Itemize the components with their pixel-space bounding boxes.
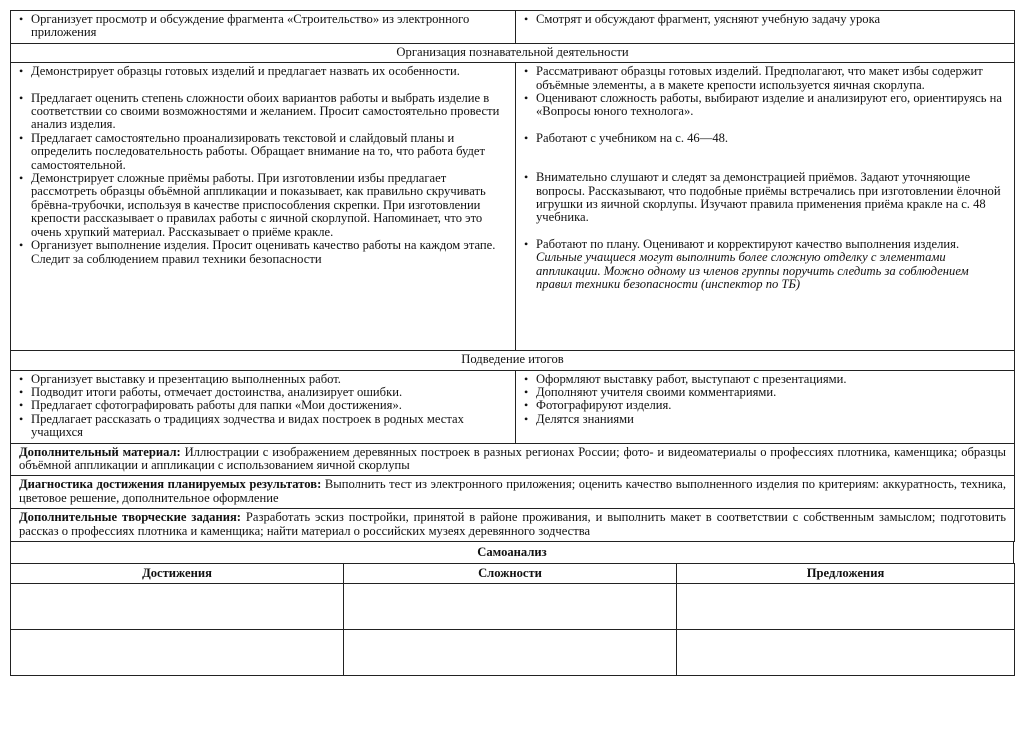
list-item xyxy=(524,238,1006,292)
diagnostics-label: Диагностика достижения планируемых результатов: xyxy=(19,477,322,492)
row-extra-material xyxy=(11,443,1015,476)
column-header: Предложения xyxy=(677,564,1015,584)
selfanalysis-table xyxy=(10,563,1015,676)
selfanalysis-header-row xyxy=(11,564,1015,584)
list-item: • Демонстрирует сложные приёмы работы. При изготовлении избы предлагает рассмотреть образцы объёмной аппликации и показывает, как правильно скручивать брёвна-трубочки, используя в качестве приспособления скрепки. При изготовлении крепости рассказывает о правилах работы с яичной скорлупой. Напоминает, что это очень хрупкий материал. Рассказывает о приёме кракле. xyxy=(19,172,507,239)
list-item: • Дополняют учителя своими комментариями. xyxy=(524,386,1006,399)
italic-text: Сильные учащиеся могут выполнить более сложную отделку с элементами аппликации. Можно одному из членов группы поручить следить за соблюдением правил техники безопасности (инспектор по ТБ) xyxy=(536,250,969,292)
list-item: • Делятся знаниями xyxy=(524,413,1006,426)
row-cognitive xyxy=(11,63,1015,351)
list-item: • Оценивают сложность работы, выбирают изделие и анализируют его, ориентируясь на «Вопросы юного технолога». xyxy=(524,92,1006,119)
teacher-cell xyxy=(11,63,516,351)
empty-cell[interactable] xyxy=(344,584,677,630)
list-item: • Организует выполнение изделия. Просит оценивать качество работы на каждом этапе. Следит за соблюдением правил техники безопасности xyxy=(19,239,507,266)
empty-cell[interactable] xyxy=(11,630,344,676)
extra-material-label: Дополнительный материал: xyxy=(19,444,181,459)
list-item: • Демонстрирует образцы готовых изделий и предлагает назвать их особенности. xyxy=(19,65,507,78)
student-cell xyxy=(516,370,1015,443)
creative-tasks-label: Дополнительные творческие задания: xyxy=(19,510,241,525)
student-cell xyxy=(516,63,1015,351)
section-header-row xyxy=(11,43,1015,62)
row-creative-tasks xyxy=(11,509,1015,542)
list-item: • Предлагает самостоятельно проанализировать текстовой и слайдовый планы и определить последовательность работы. Обращает внимание на то, что работа будет самостоятельной. xyxy=(19,132,507,172)
extra-material-cell xyxy=(11,443,1015,476)
list-item: • Организует просмотр и обсуждение фрагмента «Строительство» из электронного приложения xyxy=(19,13,507,40)
list-item: • Работают с учебником на с. 46—48. xyxy=(524,132,1006,145)
plain-text: Работают по плану. Оценивают и корректируют качество выполнения изделия. xyxy=(536,236,960,251)
list-item: • Смотрят и обсуждают фрагмент, уясняют учебную задачу урока xyxy=(524,13,1006,26)
teacher-cell xyxy=(11,370,516,443)
row-summary xyxy=(11,370,1015,443)
section-title-cognitive: Организация познавательной деятельности xyxy=(11,43,1015,62)
diagnostics-cell xyxy=(11,476,1015,509)
student-cell xyxy=(516,11,1015,44)
extra-material-text: Иллюстрации с изображением деревянных построек в разных регионах России; фото- и видеоматериалы о профессиях плотника, каменщика; образцы объёмной аппликации и аппликации с использованием яичной скорлупы xyxy=(19,444,1006,473)
list-item: • Предлагает оценить степень сложности обоих вариантов работы и выбрать изделие в соответствии со своими возможностями и желанием. Просит самостоятельно провести анализ изделия. xyxy=(19,92,507,132)
section-header-row xyxy=(11,351,1015,370)
list-item: • Фотографируют изделия. xyxy=(524,399,1006,412)
empty-cell[interactable] xyxy=(344,630,677,676)
empty-cell[interactable] xyxy=(677,584,1015,630)
creative-tasks-text: Разработать эскиз постройки, принятой в районе проживания, и выполнить макет в соответствии с собственным замыслом; подготовить рассказ о профессиях плотника и каменщика; найти материал о российских музеях деревянного зодчества xyxy=(19,510,1007,538)
lesson-plan-page xyxy=(10,10,1014,730)
list-item: • Рассматривают образцы готовых изделий. Предполагают, что макет избы содержит объёмные элементы, а в макете крепости используется яичная скорлупа. xyxy=(524,65,1006,92)
list-item: • Предлагает сфотографировать работы для папки «Мои достижения». xyxy=(19,399,507,412)
column-header: Достижения xyxy=(11,564,344,584)
teacher-cell xyxy=(11,11,516,44)
list-item: • Подводит итоги работы, отмечает достоинства, анализирует ошибки. xyxy=(19,386,507,399)
list-item: • Внимательно слушают и следят за демонстрацией приёмов. Задают уточняющие вопросы. Рассказывают, что подобные приёмы встречались при изготовлении ёлочной игрушки из яичной скорлупы. Изучают правила применения приёма кракле на с. 48 учебника. xyxy=(524,171,1006,225)
diagnostics-text: Выполнить тест из электронного приложения; оценить качество выполненного изделия по критериям: аккуратность, техника, цветовое решение, дополнительное оформление xyxy=(19,477,1007,505)
selfanalysis-title: Самоанализ xyxy=(10,542,1014,563)
row-intro xyxy=(11,11,1015,44)
row-diagnostics xyxy=(11,476,1015,509)
list-item: • Предлагает рассказать о традициях зодчества и видах построек в родных местах учащихся xyxy=(19,413,507,440)
list-item: • Оформляют выставку работ, выступают с презентациями. xyxy=(524,373,1006,386)
creative-tasks-cell xyxy=(11,509,1015,542)
selfanalysis-empty-row xyxy=(11,630,1015,676)
selfanalysis-empty-row xyxy=(11,584,1015,630)
empty-cell[interactable] xyxy=(11,584,344,630)
empty-cell[interactable] xyxy=(677,630,1015,676)
section-title-summary: Подведение итогов xyxy=(11,351,1015,370)
list-item: • Организует выставку и презентацию выполненных работ. xyxy=(19,373,507,386)
lesson-table xyxy=(10,10,1015,542)
column-header: Сложности xyxy=(344,564,677,584)
